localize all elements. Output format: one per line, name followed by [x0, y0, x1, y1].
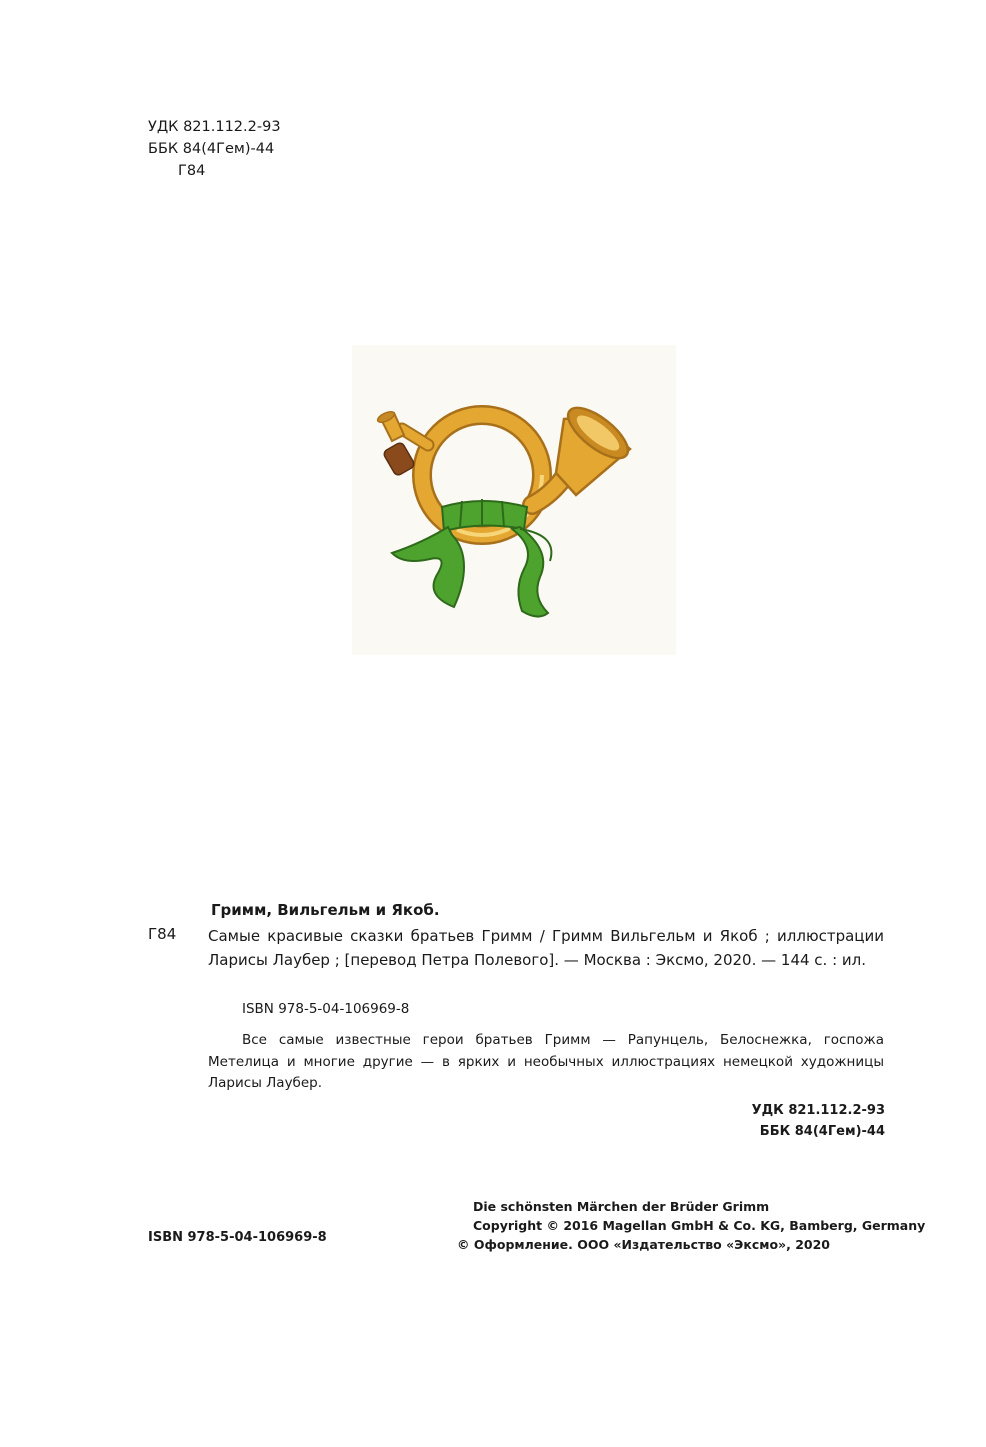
annotation: Все самые известные герои братьев Гримм — Рапунцель, Белоснежка, госпожа Метелица и многие другие — в ярких и необычных иллюстрациях немецкой художницы Ларисы Лаубер. [208, 1032, 884, 1091]
author-mark-entry: Г84 [148, 925, 177, 943]
isbn-entry: ISBN 978-5-04-106969-8 [242, 1001, 410, 1017]
bibliographic-description: Самые красивые сказки братьев Гримм / Гримм Вильгельм и Якоб ; иллюстрации Ларисы Лаубер ; [перевод Петра Полевого]. — Москва : Эксмо, 2020. — 144 с. : ил. [208, 927, 884, 969]
post-horn-icon [352, 345, 676, 655]
top-classification [148, 116, 281, 182]
isbn-footer: ISBN 978-5-04-106969-8 [148, 1230, 327, 1245]
author-heading: Гримм, Вильгельм и Якоб. [211, 901, 440, 919]
design-notice: © Оформление. ООО «Издательство «Эксмо», 2020 [457, 1237, 830, 1252]
bbk-code-bottom: ББК 84(4Гем)-44 [759, 1124, 885, 1139]
udk-code-bottom: УДК 821.112.2-93 [751, 1103, 885, 1118]
bbk-code: ББК 84(4Гем)-44 [148, 141, 275, 157]
author-mark: Г84 [178, 163, 206, 179]
copyright-block [457, 1197, 926, 1254]
copyright-notice: Copyright © 2016 Magellan GmbH & Co. KG, Bamberg, Germany [473, 1218, 926, 1233]
post-horn-illustration [352, 345, 676, 655]
original-title: Die schönsten Märchen der Brüder Grimm [473, 1199, 770, 1214]
udk-code: УДК 821.112.2-93 [148, 119, 281, 135]
bottom-classification [718, 1100, 885, 1142]
